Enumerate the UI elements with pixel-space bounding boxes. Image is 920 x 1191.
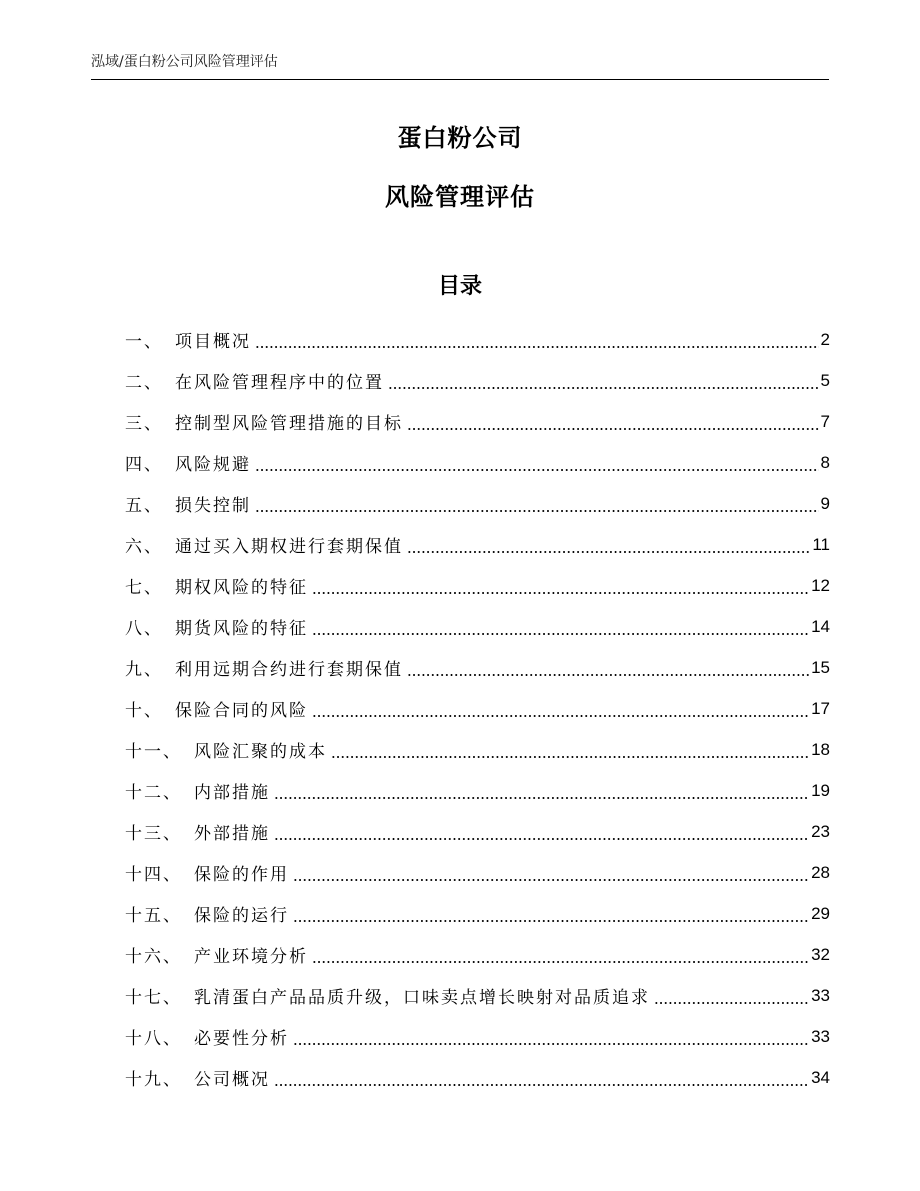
toc-entry-label: 外部措施 xyxy=(194,824,270,844)
toc-leader-dots xyxy=(293,879,809,881)
toc-entry-number: 四、 xyxy=(125,455,163,475)
toc-entry[interactable] xyxy=(125,360,830,401)
toc-entry-number: 三、 xyxy=(125,414,163,434)
toc-entry-page: 15 xyxy=(811,657,830,677)
toc-entry-number: 十三、 xyxy=(125,824,182,844)
toc-entry-label: 公司概况 xyxy=(194,1070,270,1090)
toc-entry-number: 十八、 xyxy=(125,1029,182,1049)
toc-entry-label: 风险汇聚的成本 xyxy=(194,742,327,762)
toc-leader-dots xyxy=(312,961,809,963)
toc-entry[interactable] xyxy=(125,442,830,483)
toc-entry-label: 必要性分析 xyxy=(194,1029,289,1049)
running-header xyxy=(91,51,829,80)
toc-entry-label: 内部措施 xyxy=(194,783,270,803)
toc-entry[interactable] xyxy=(125,606,830,647)
toc-entry-page: 9 xyxy=(820,493,830,513)
toc-leader-dots xyxy=(312,633,809,635)
toc-entry-page: 14 xyxy=(811,616,830,636)
toc-entry[interactable] xyxy=(125,975,830,1016)
toc-leader-dots xyxy=(331,756,809,758)
toc-entry[interactable] xyxy=(125,1057,830,1098)
toc-heading: 目录 xyxy=(437,274,482,299)
toc-leader-dots xyxy=(255,510,819,512)
toc-leader-dots xyxy=(274,1084,809,1086)
toc-entry-page: 33 xyxy=(811,985,830,1005)
toc-entry-page: 33 xyxy=(811,1026,830,1046)
toc-leader-dots xyxy=(293,1043,809,1045)
toc-entry-page: 2 xyxy=(820,329,830,349)
toc-entry-label: 保险合同的风险 xyxy=(175,701,308,721)
toc-entry-number: 十四、 xyxy=(125,865,182,885)
toc-entry-page: 5 xyxy=(820,370,830,390)
toc-entry[interactable] xyxy=(125,647,830,688)
toc-entry-number: 十五、 xyxy=(125,906,182,926)
toc-entry-number: 十六、 xyxy=(125,947,182,967)
toc-entry-label: 利用远期合约进行套期保值 xyxy=(175,660,403,680)
toc-leader-dots xyxy=(274,797,809,799)
toc-entry-label: 控制型风险管理措施的目标 xyxy=(175,414,403,434)
toc-entry-number: 十一、 xyxy=(125,742,182,762)
toc-entry-number: 十七、 xyxy=(125,988,182,1008)
toc-entry-page: 17 xyxy=(811,698,830,718)
toc-entry-page: 19 xyxy=(811,780,830,800)
toc-entry-page: 8 xyxy=(820,452,830,472)
toc-entry-label: 保险的作用 xyxy=(194,865,289,885)
toc-entry-number: 九、 xyxy=(125,660,163,680)
toc-entry-page: 32 xyxy=(811,944,830,964)
toc-entry-number: 一、 xyxy=(125,332,163,352)
toc-entry-number: 二、 xyxy=(125,373,163,393)
running-header-text: 泓域/蛋白粉公司风险管理评估 xyxy=(91,54,278,70)
toc-leader-dots xyxy=(407,551,810,553)
toc-leader-dots xyxy=(293,920,809,922)
toc-entry-number: 六、 xyxy=(125,537,163,557)
toc-entry[interactable] xyxy=(125,852,830,893)
toc-entry-number: 十二、 xyxy=(125,783,182,803)
toc-entry-label: 产业环境分析 xyxy=(194,947,308,967)
toc-entry[interactable] xyxy=(125,524,830,565)
toc-entry-label: 风险规避 xyxy=(175,455,251,475)
toc-entry[interactable] xyxy=(125,729,830,770)
toc-leader-dots xyxy=(255,469,819,471)
toc-entry-page: 28 xyxy=(811,862,830,882)
toc-leader-dots xyxy=(407,428,819,430)
document-title-line-1: 蛋白粉公司 xyxy=(397,124,523,152)
toc-entry[interactable] xyxy=(125,893,830,934)
toc-entry-page: 11 xyxy=(812,534,830,554)
toc-entry-label: 期权风险的特征 xyxy=(175,578,308,598)
toc-entry[interactable] xyxy=(125,688,830,729)
toc-entry-number: 十、 xyxy=(125,701,163,721)
toc-entry-page: 18 xyxy=(811,739,830,759)
toc-entry[interactable] xyxy=(125,770,830,811)
toc-entry-label: 项目概况 xyxy=(175,332,251,352)
toc-leader-dots xyxy=(312,715,809,717)
table-of-contents xyxy=(125,319,830,1098)
toc-entry[interactable] xyxy=(125,934,830,975)
toc-entry-page: 34 xyxy=(811,1067,830,1087)
toc-entry-page: 23 xyxy=(811,821,830,841)
toc-entry-page: 7 xyxy=(820,411,830,431)
toc-entry[interactable] xyxy=(125,483,830,524)
toc-entry-label: 损失控制 xyxy=(175,496,251,516)
document-title-line-2: 风险管理评估 xyxy=(385,183,535,211)
toc-entry-number: 五、 xyxy=(125,496,163,516)
toc-entry[interactable] xyxy=(125,811,830,852)
toc-leader-dots xyxy=(407,674,809,676)
toc-entry-label: 通过买入期权进行套期保值 xyxy=(175,537,403,557)
toc-entry-label: 保险的运行 xyxy=(194,906,289,926)
toc-leader-dots xyxy=(312,592,809,594)
toc-entry-label: 期货风险的特征 xyxy=(175,619,308,639)
toc-entry-number: 七、 xyxy=(125,578,163,598)
toc-leader-dots xyxy=(388,387,819,389)
toc-entry-page: 12 xyxy=(811,575,830,595)
toc-entry[interactable] xyxy=(125,1016,830,1057)
toc-entry-page: 29 xyxy=(811,903,830,923)
toc-entry[interactable] xyxy=(125,319,830,360)
toc-entry-number: 十九、 xyxy=(125,1070,182,1090)
toc-leader-dots xyxy=(274,838,809,840)
toc-entry-label: 乳清蛋白产品品质升级，口味卖点增长映射对品质追求 xyxy=(194,988,650,1008)
toc-leader-dots xyxy=(255,346,819,348)
toc-entry-number: 八、 xyxy=(125,619,163,639)
toc-leader-dots xyxy=(654,1002,809,1004)
toc-entry[interactable] xyxy=(125,565,830,606)
toc-entry-label: 在风险管理程序中的位置 xyxy=(175,373,384,393)
toc-entry[interactable] xyxy=(125,401,830,442)
